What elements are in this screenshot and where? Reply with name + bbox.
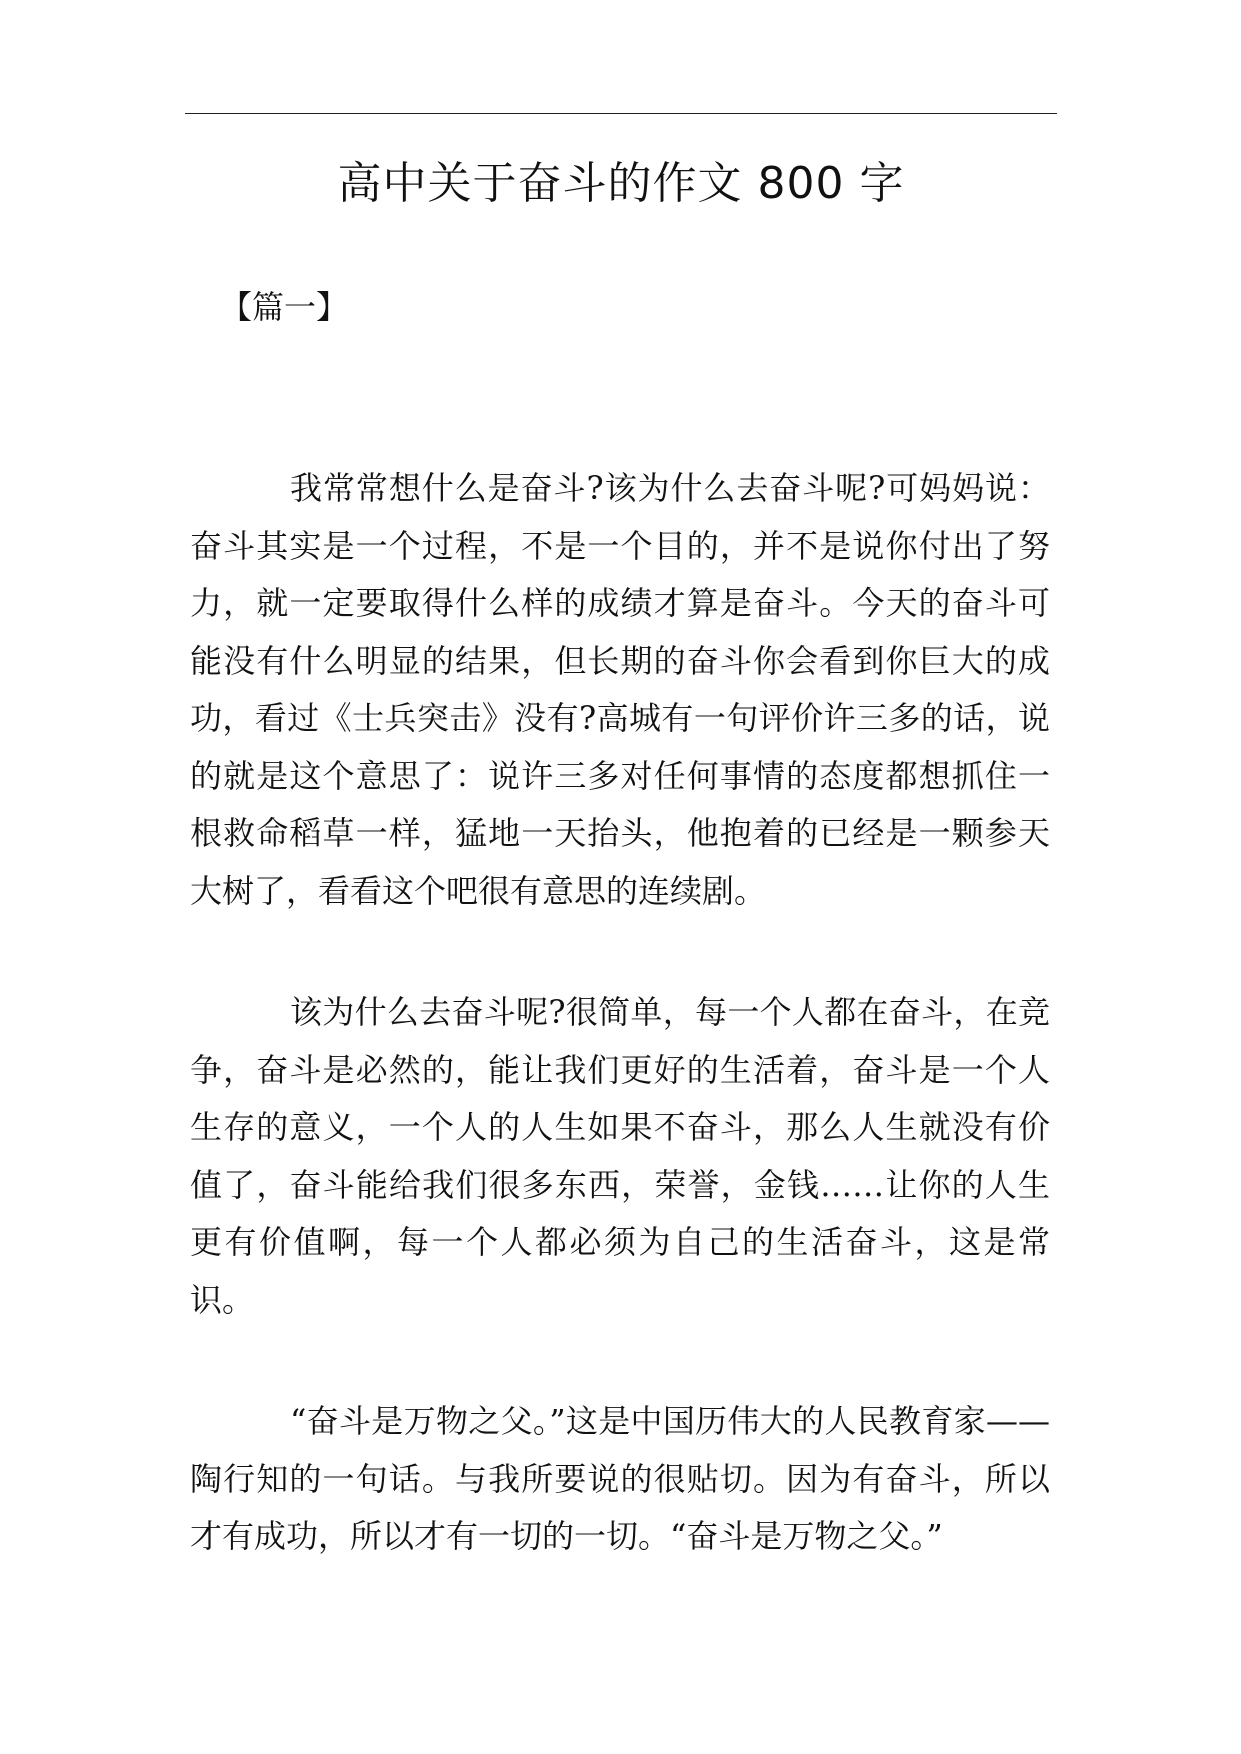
header-rule xyxy=(185,113,1057,114)
section-label: 【篇一】 xyxy=(220,288,349,326)
paragraph-2: 该为什么去奋斗呢?很简单，每一个人都在奋斗，在竞争，奋斗是必然的，能让我们更好的生活着，奋斗是一个人生存的意义，一个人的人生如果不奋斗，那么人生就没有价值了，奋斗能给我们很多东西，荣誉，金钱……让你的人生更有价值啊，每一个人都必须为自己的生活奋斗，这是常识。 xyxy=(190,993,1050,1319)
essay-body xyxy=(190,460,1050,1630)
paragraph-1: 我常常想什么是奋斗?该为什么去奋斗呢?可妈妈说：奋斗其实是一个过程，不是一个目的，并不是说你付出了努力，就一定要取得什么样的成绩才算是奋斗。今天的奋斗可能没有什么明显的结果，但长期的奋斗你会看到你巨大的成功，看过《士兵突击》没有?高城有一句评价许三多的话，说的就是这个意思了：说许三多对任何事情的态度都想抓住一根救命稻草一样，猛地一天抬头，他抱着的已经是一颗参天大树了，看看这个吧很有意思的连续剧。 xyxy=(190,469,1050,910)
paragraph-3: “奋斗是万物之父。”这是中国历伟大的人民教育家——陶行知的一句话。与我所要说的很贴切。因为有奋斗，所以才有成功，所以才有一切的一切。“奋斗是万物之父。” xyxy=(190,1402,1050,1555)
page-title: 高中关于奋斗的作文 800 字 xyxy=(337,158,905,209)
